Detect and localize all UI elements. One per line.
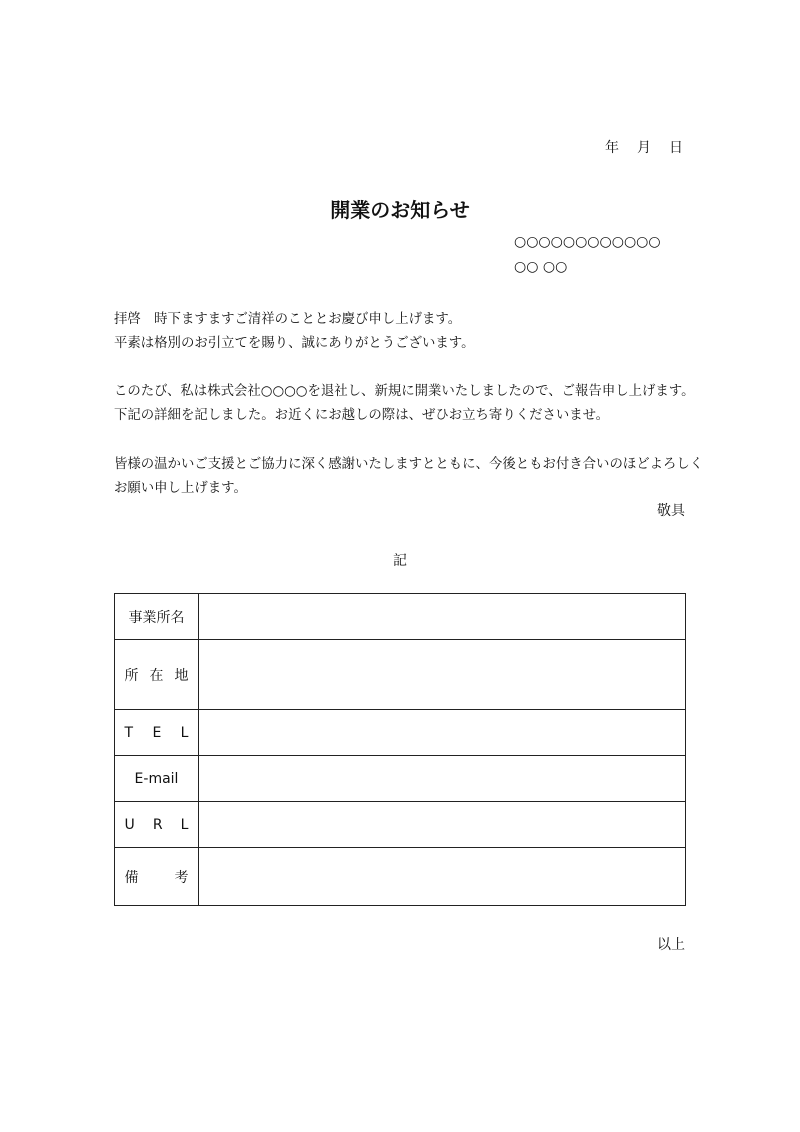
- row-label-tel: [115, 710, 199, 756]
- body-paragraph1-line1: 拝啓 時下ますますご清祥のこととお慶び申し上げます。: [114, 312, 462, 327]
- row-value-email: [199, 756, 686, 802]
- date-line: 年 月 日: [605, 140, 685, 156]
- body-paragraph3-line1: 皆様の温かいご支援とご協力に深く感謝いたしますとともに、今後ともお付き合いのほどよろしく: [114, 457, 704, 472]
- table-row: [115, 848, 686, 906]
- ijo-closing: 以上: [657, 937, 685, 953]
- row-label-email: [115, 756, 199, 802]
- row-value-url: [199, 802, 686, 848]
- row-label-remarks: [115, 848, 199, 906]
- details-table: [114, 593, 686, 906]
- table-row: [115, 640, 686, 710]
- document-title: 開業のお知らせ: [330, 198, 470, 222]
- table-row: [115, 756, 686, 802]
- body-paragraph2-line1: このたび、私は株式会社○○○○を退社し、新規に開業いたしましたので、ご報告申し上げます。: [114, 384, 695, 399]
- body-paragraph2-line2: 下記の詳細を記しました。お近くにお越しの際は、ぜひお立ち寄りくださいませ。: [114, 408, 610, 423]
- row-value-remarks: [199, 848, 686, 906]
- spaced-label: E-mail: [134, 770, 179, 787]
- row-value-business-name: [199, 594, 686, 640]
- body-paragraph3-line2: お願い申し上げます。: [114, 481, 247, 496]
- sender-name: ○○ ○○: [514, 259, 568, 275]
- table-row: [115, 594, 686, 640]
- table-row: [115, 710, 686, 756]
- sender-company: ○○○○○○○○○○○○: [514, 234, 661, 250]
- row-value-address: [199, 640, 686, 710]
- body-paragraph1-line2: 平素は格別のお引立てを賜り、誠にありがとうございます。: [114, 336, 475, 351]
- spaced-label: 所 在 地: [124, 667, 189, 684]
- spaced-label: T E L: [124, 724, 189, 741]
- closing-keigu: 敬具: [657, 503, 685, 519]
- row-label-url: [115, 802, 199, 848]
- spaced-label: U R L: [124, 816, 189, 833]
- spaced-label: 備 考: [124, 869, 189, 886]
- row-label-business-name: 事業所名: [115, 594, 199, 640]
- row-label-address: [115, 640, 199, 710]
- table-row: [115, 802, 686, 848]
- ki-heading: 記: [393, 553, 407, 569]
- row-value-tel: [199, 710, 686, 756]
